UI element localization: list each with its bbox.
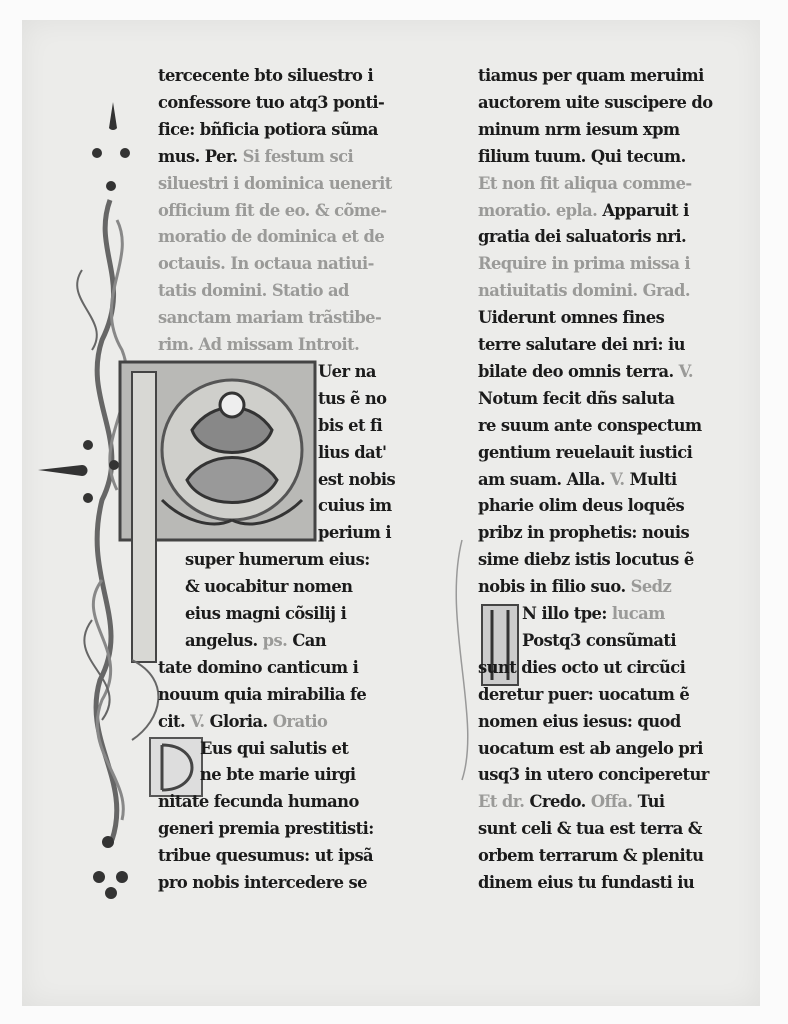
body-text: terre salutare dei nri: iu [478, 335, 685, 355]
text-line [478, 254, 690, 274]
rubric-text: Sedz [630, 577, 672, 598]
body-text: filium tuum. Qui tecum. [478, 146, 686, 167]
text-line [478, 308, 664, 328]
body-text: Credo. [529, 792, 591, 813]
text-line [158, 658, 358, 678]
rubric-text: Require in prima missa i [478, 254, 691, 275]
body-text: cit. [158, 711, 191, 732]
body-text: Apparuit i [602, 200, 689, 221]
rubric-text: V. [190, 711, 210, 732]
body-text: mus. Per. [158, 146, 243, 167]
text-line [478, 523, 689, 543]
rubric-text: tatis domini. Statio ad [158, 281, 349, 302]
text-line [478, 819, 702, 839]
body-text: sunt celi & tua est terra & [478, 819, 702, 840]
text-line [158, 335, 359, 355]
text-line [158, 93, 384, 113]
text-line [185, 577, 352, 597]
text-line [478, 550, 694, 570]
body-text: tus ẽ no [318, 388, 387, 409]
text-line [158, 66, 373, 86]
body-text: perium i [318, 523, 392, 544]
text-line [158, 685, 366, 705]
rubric-text: Offa. [590, 792, 638, 813]
body-text: pribz in prophetis: nouis [478, 523, 690, 544]
text-line [478, 577, 671, 597]
rubric-text: ps. [262, 630, 293, 651]
rubric-text: sanctam mariam trãstibe- [158, 308, 382, 329]
text-line [158, 281, 349, 301]
body-text: cuius im [318, 496, 392, 517]
text-line [478, 739, 703, 759]
text-line [478, 147, 686, 167]
body-text: & uocabitur nomen [185, 577, 353, 598]
text-line [318, 389, 386, 409]
text-line [158, 792, 359, 812]
text-line [478, 712, 681, 732]
body-text: nomen eius iesus: quod [478, 711, 681, 732]
rubric-text: Et non fit aliqua comme- [478, 173, 692, 194]
body-text: sunt dies octo ut circũci [478, 657, 686, 678]
manuscript-page [22, 20, 760, 1006]
body-text: nouum quia mirabilia fe [158, 684, 367, 705]
body-text: Postq3 consũmati [522, 630, 677, 651]
text-line [185, 631, 326, 651]
body-text: auctorem uite suscipere do [478, 92, 713, 113]
body-text: tate domino canticum i [158, 657, 359, 678]
rubric-text: rim. Ad missam Introit. [158, 335, 360, 355]
body-text: super humerum eius: [185, 550, 370, 571]
body-text: gentium reuelauit iustici [478, 442, 693, 463]
text-line [478, 93, 713, 113]
body-text: dinem eius tu fundasti iu [478, 873, 695, 893]
rubric-text: moratio. epla. [478, 200, 603, 221]
body-text: generi premia prestitisti: [158, 819, 374, 840]
body-text: usq3 in utero conciperetur [478, 765, 709, 786]
rubric-text: natiuitatis domini. Grad. [478, 281, 690, 302]
body-text: uocatum est ab angelo pri [478, 738, 703, 759]
rubric-text: moratio de dominica et de [158, 227, 385, 248]
initial-d [150, 738, 202, 796]
rubric-text: octauis. In octaua natiui- [158, 254, 374, 275]
body-text: gratia dei saluatoris nri. [478, 227, 687, 248]
text-line [318, 362, 376, 382]
rubric-text: lucam [611, 604, 665, 624]
body-text: orbem terrarum & plenitu [478, 846, 704, 867]
text-line [478, 120, 680, 140]
body-text: deretur puer: uocatum ẽ [478, 684, 690, 705]
text-line [318, 443, 386, 463]
body-text: bis et fi [318, 415, 383, 436]
rubric-text: siluestri i dominica uenerit [158, 173, 392, 194]
text-line [185, 550, 370, 570]
body-text: est nobis [318, 469, 396, 490]
text-line [478, 389, 674, 409]
rubric-text: Et dr. [478, 792, 530, 813]
text-line [318, 470, 395, 490]
body-text: Can [292, 630, 327, 651]
body-text: sime diebz istis locutus ẽ [478, 550, 694, 571]
body-text: re suum ante conspectum [478, 415, 702, 436]
body-text: tribue quesumus: ut ipsã [158, 846, 374, 867]
body-text: minum nrm iesum xpm [478, 119, 680, 140]
body-text: Uer na [318, 361, 376, 382]
body-text: eius magni cõsilij i [185, 604, 347, 624]
rubric-text: V. [678, 361, 694, 382]
text-line [478, 201, 689, 221]
text-line [318, 523, 391, 543]
body-text: tercecente bto siluestro i [158, 66, 374, 86]
body-text: fice: bñficia potiora sũma [158, 119, 378, 140]
text-line [200, 765, 356, 785]
body-text: bilate deo omnis terra. [478, 361, 679, 382]
text-line [478, 685, 689, 705]
text-line [522, 631, 676, 651]
text-line [478, 281, 690, 301]
body-text: nitate fecunda humano [158, 792, 359, 813]
rubric-text: officium fit de eo. & cõme- [158, 200, 387, 221]
body-text: nobis in filio suo. [478, 577, 631, 598]
text-line [478, 227, 686, 247]
body-text: Tui [637, 792, 665, 813]
rubric-text: Oratio [272, 711, 328, 732]
body-text: ne bte marie uirgi [200, 765, 356, 786]
text-line [522, 604, 665, 624]
text-line [158, 120, 378, 140]
body-text: tiamus per quam meruimi [478, 66, 704, 86]
body-text: pro nobis intercedere se [158, 873, 367, 893]
text-line [185, 604, 346, 624]
text-line [478, 470, 677, 490]
text-line [158, 174, 392, 194]
text-line [158, 201, 386, 221]
body-text: am suam. Alla. [478, 469, 611, 490]
text-line [318, 496, 392, 516]
body-text: Eus qui salutis et [200, 738, 349, 759]
body-text: Multi [629, 469, 677, 490]
text-line [158, 147, 353, 167]
body-text: Notum fecit dñs saluta [478, 388, 675, 409]
rubric-text: V. [610, 469, 630, 490]
text-line [478, 335, 685, 355]
text-line [158, 819, 374, 839]
rubric-text: Si festum sci [242, 146, 354, 167]
text-line [478, 792, 665, 812]
body-text: lius dat' [318, 442, 387, 463]
body-text: Uiderunt omnes fines [478, 308, 665, 329]
text-line [478, 658, 685, 678]
text-line [478, 416, 702, 436]
text-line [200, 739, 348, 759]
body-text: pharie olim deus loquẽs [478, 496, 685, 517]
text-line [478, 496, 684, 516]
text-line [478, 873, 694, 893]
body-text: confessore tuo atq3 ponti- [158, 92, 385, 113]
text-line [158, 308, 381, 328]
text-line [478, 443, 692, 463]
body-text: angelus. [185, 630, 263, 651]
text-line [158, 846, 373, 866]
text-line [158, 712, 327, 732]
text-line [478, 66, 704, 86]
text-line [478, 765, 709, 785]
text-line [318, 416, 382, 436]
text-line [478, 362, 693, 382]
text-line [478, 846, 703, 866]
text-line [158, 227, 384, 247]
body-text: N illo tpe: [522, 604, 612, 624]
text-line [158, 254, 374, 274]
body-text: Gloria. [209, 711, 273, 732]
text-line [158, 873, 367, 893]
text-line [478, 174, 692, 194]
